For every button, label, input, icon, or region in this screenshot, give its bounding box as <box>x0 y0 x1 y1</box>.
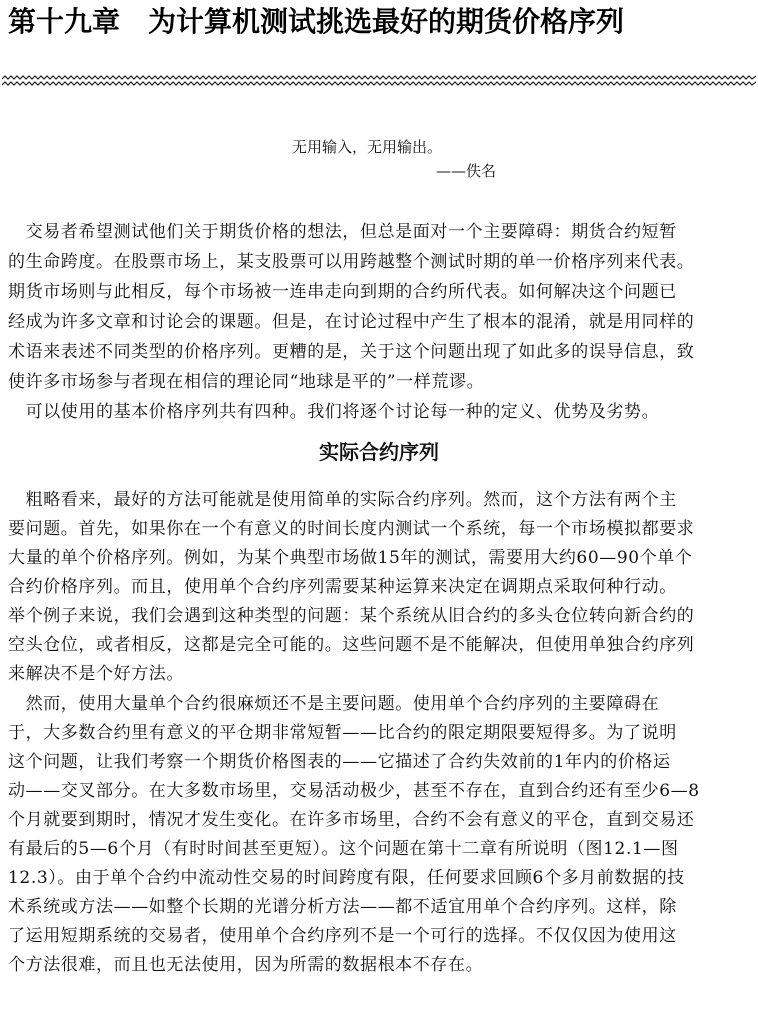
intro-line: 交易者希望测试他们关于期货价格的想法，但总是面对一个主要障碍：期货合约短暂 <box>8 222 677 242</box>
paragraph-line: 动——交叉部分。在大多数市场里，交易活动极少，甚至不存在，直到合约还有至少6—8 <box>8 781 700 801</box>
intro-line: 的生命跨度。在股票市场上，某支股票可以用跨越整个测试时期的单一价格序列来代表。 <box>8 252 695 272</box>
chapter-title: 第十九章 为计算机测试挑选最好的期货价格序列 <box>8 5 625 38</box>
paragraph-line: 来解决不是个好方法。 <box>8 664 184 684</box>
intro-line: 期货市场则与此相反，每个市场被一连串走向到期的合约所代表。如何解决这个问题已 <box>8 282 677 302</box>
paragraph-line: 术系统或方法——如整个长期的光谱分析方法——都不适宜用单个合约序列。这样，除 <box>8 897 677 917</box>
ornamental-divider <box>2 75 756 87</box>
paragraph-line: 要问题。首先，如果你在一个有意义的时间长度内测试一个系统，每一个市场模拟都要求 <box>8 519 695 539</box>
epigraph-quote: 无用输入，无用输出。 <box>292 138 443 156</box>
section-heading: 实际合约序列 <box>319 440 439 464</box>
paragraph-line: 个月就要到期时，情况才发生变化。在许多市场里，合约不会有意义的平仓，直到交易还 <box>8 810 695 830</box>
intro-line: 经成为许多文章和讨论会的课题。但是，在讨论过程中产生了根本的混淆，就是用同样的 <box>8 312 695 332</box>
paragraph-line: 了运用短期系统的交易者，使用单个合约序列不是一个可行的选择。不仅仅因为使用这 <box>8 926 677 946</box>
paragraph-line: 空头仓位，或者相反，这都是完全可能的。这些问题不是不能解决，但使用单独合约序列 <box>8 635 695 655</box>
paragraph-line: 然而，使用大量单个合约很麻烦还不是主要问题。使用单个合约序列的主要障碍在 <box>8 694 660 714</box>
epigraph-attribution: ——佚名 <box>436 162 497 180</box>
paragraph-line: 有最后的5—6个月（有时时间甚至更短）。这个问题在第十二章有所说明（图12.1—图 <box>8 839 679 859</box>
paragraph-line: 个方法很难，而且也无法使用，因为所需的数据根本不存在。 <box>8 955 484 975</box>
intro-line: 可以使用的基本价格序列共有四种。我们将逐个讨论每一种的定义、优势及劣势。 <box>8 402 660 422</box>
intro-line: 使许多市场参与者现在相信的理论同“地球是平的”一样荒谬。 <box>8 372 485 392</box>
intro-line: 术语来表述不同类型的价格序列。更糟的是，关于这个问题出现了如此多的误导信息，致 <box>8 342 695 362</box>
paragraph-line: 粗略看来，最好的方法可能就是使用简单的实际合约序列。然而，这个方法有两个主 <box>8 490 677 510</box>
paragraph-line: 这个问题，让我们考察一个期货价格图表的——它描述了合约失效前的1年内的价格运 <box>8 752 671 772</box>
paragraph-line: 于，大多数合约里有意义的平仓期非常短暂——比合约的限定期限要短得多。为了说明 <box>8 723 677 743</box>
paragraph-line: 大量的单个价格序列。例如，为某个典型市场做15年的测试，需要用大约60—90个单个 <box>8 548 693 568</box>
paragraph-line: 合约价格序列。而且，使用单个合约序列需要某种运算来决定在调期点采取何种行动。 <box>8 577 677 597</box>
paragraph-line: 举个例子来说，我们会遇到这种类型的问题：某个系统从旧合约的多头仓位转向新合约的 <box>8 606 695 626</box>
paragraph-line: 12.3）。由于单个合约中流动性交易的时间跨度有限，任何要求回顾6个多月前数据的技 <box>8 868 685 888</box>
